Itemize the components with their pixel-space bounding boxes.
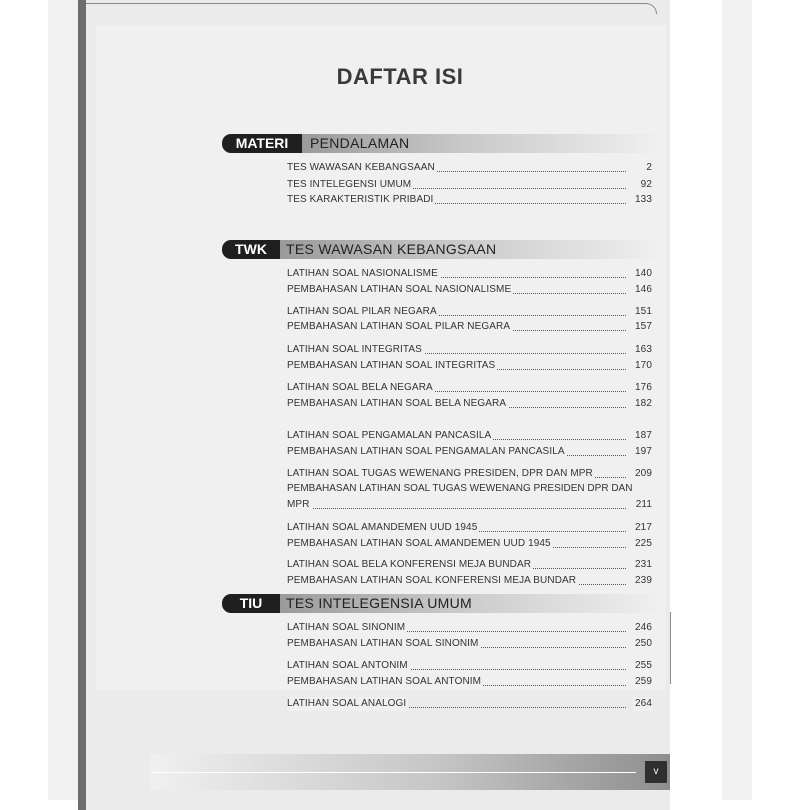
toc-entry-page: 2	[646, 162, 652, 173]
toc-entry-title: TES KARAKTERISTIK PRIBADI	[287, 194, 434, 205]
toc-entry[interactable]	[287, 193, 652, 207]
toc-entry-title: LATIHAN SOAL BELA NEGARA	[287, 382, 433, 393]
toc-entry[interactable]	[287, 283, 652, 297]
toc-entry-page: 146	[635, 284, 652, 295]
toc-entry[interactable]	[287, 697, 652, 711]
toc-entry[interactable]	[287, 537, 652, 551]
page-frame	[86, 3, 657, 14]
toc-entry-title: LATIHAN SOAL PILAR NEGARA	[287, 306, 437, 317]
toc-entry-page: 264	[635, 698, 652, 709]
toc-entry[interactable]	[287, 659, 652, 673]
page-content-area	[96, 25, 666, 690]
toc-entry-page: 239	[635, 575, 652, 586]
toc-entry-title: PEMBAHASAN LATIHAN SOAL INTEGRITAS	[287, 360, 496, 371]
toc-entry-title: MPR	[287, 499, 310, 510]
toc-entry-page: 176	[635, 382, 652, 393]
page-edge-line	[670, 612, 671, 684]
toc-entry[interactable]	[287, 574, 652, 588]
section-tag-twk: TWK	[222, 240, 280, 259]
toc-entry-page: 225	[635, 538, 652, 549]
toc-entry[interactable]	[287, 467, 652, 481]
section-tag-tiu: TIU	[222, 594, 280, 613]
section-header-twk	[222, 240, 662, 259]
toc-entry-page: 231	[635, 559, 652, 570]
toc-entry-page: 140	[635, 268, 652, 279]
toc-entry-page: 163	[635, 344, 652, 355]
toc-entry[interactable]	[287, 359, 652, 373]
page-title: DAFTAR ISI	[336, 64, 464, 89]
toc-entry-title: LATIHAN SOAL ANALOGI	[287, 698, 407, 709]
toc-entry-title: LATIHAN SOAL ANTONIM	[287, 660, 408, 671]
section-label-materi: PENDALAMAN	[310, 135, 410, 151]
toc-entry[interactable]	[287, 675, 652, 689]
toc-entry[interactable]	[287, 397, 652, 411]
toc-entry[interactable]	[287, 429, 652, 443]
page-spine-bar	[78, 0, 86, 810]
toc-entry[interactable]	[287, 178, 652, 192]
toc-entry-page: 246	[635, 622, 652, 633]
toc-entry[interactable]	[287, 558, 652, 572]
toc-entry-title: PEMBAHASAN LATIHAN SOAL KONFERENSI MEJA BUNDAR	[287, 575, 577, 586]
section-header-tiu	[222, 594, 662, 613]
toc-entry-page: 217	[635, 522, 652, 533]
toc-entry-page: 157	[635, 321, 652, 332]
toc-entry[interactable]	[287, 161, 652, 175]
footer-page-number: v	[645, 761, 667, 783]
toc-entry[interactable]	[287, 267, 652, 281]
toc-entry-title: PEMBAHASAN LATIHAN SOAL PENGAMALAN PANCASILA	[287, 446, 565, 457]
section-header-materi	[222, 134, 662, 153]
toc-entry-page: 182	[635, 398, 652, 409]
toc-entry-title: LATIHAN SOAL INTEGRITAS	[287, 344, 422, 355]
toc-entry-page: 259	[635, 676, 652, 687]
background-left-margin	[48, 0, 78, 800]
toc-entry-title: TES WAWASAN KEBANGSAAN	[287, 162, 435, 173]
toc-entry-title: PEMBAHASAN LATIHAN SOAL NASIONALISME	[287, 284, 512, 295]
toc-entry[interactable]	[287, 305, 652, 319]
toc-entry-title: LATIHAN SOAL TUGAS WEWENANG PRESIDEN, DPR DAN MPR	[287, 468, 593, 479]
toc-entry-page: 92	[640, 179, 652, 190]
toc-entry-title-line1: PEMBAHASAN LATIHAN SOAL TUGAS WEWENANG PRESIDEN DPR DAN	[287, 483, 633, 494]
section-tag-materi: MATERI	[222, 134, 302, 153]
toc-entry-page: 133	[635, 194, 652, 205]
toc-entry[interactable]	[287, 521, 652, 535]
toc-entry-title: LATIHAN SOAL SINONIM	[287, 622, 406, 633]
toc-entry-title: LATIHAN SOAL PENGAMALAN PANCASILA	[287, 430, 492, 441]
toc-entry[interactable]	[287, 637, 652, 651]
toc-entry-title: PEMBAHASAN LATIHAN SOAL AMANDEMEN UUD 1945	[287, 538, 551, 549]
toc-entry-page: 151	[635, 306, 652, 317]
toc-entry-title: TES INTELEGENSI UMUM	[287, 179, 412, 190]
toc-entry[interactable]	[287, 621, 652, 635]
toc-entry-title: PEMBAHASAN LATIHAN SOAL PILAR NEGARA	[287, 321, 511, 332]
toc-entry-page: 255	[635, 660, 652, 671]
toc-entry-page: 170	[635, 360, 652, 371]
toc-entry-title: LATIHAN SOAL NASIONALISME	[287, 268, 438, 279]
footer-rule	[152, 772, 636, 773]
section-label-twk: TES WAWASAN KEBANGSAAN	[286, 241, 497, 257]
toc-entry-page: 211	[635, 499, 652, 510]
toc-entry-page: 197	[635, 446, 652, 457]
leader-dots	[287, 508, 626, 509]
toc-entry-title: LATIHAN SOAL AMANDEMEN UUD 1945	[287, 522, 478, 533]
toc-entry[interactable]	[287, 320, 652, 334]
toc-entry[interactable]	[287, 381, 652, 395]
section-label-tiu: TES INTELEGENSIA UMUM	[286, 595, 472, 611]
toc-entry[interactable]	[287, 445, 652, 459]
toc-entry-title: PEMBAHASAN LATIHAN SOAL BELA NEGARA	[287, 398, 507, 409]
toc-entry-page: 209	[635, 468, 652, 479]
toc-entry-title: PEMBAHASAN LATIHAN SOAL ANTONIM	[287, 676, 482, 687]
toc-entry-page: 187	[635, 430, 652, 441]
toc-entry-title: LATIHAN SOAL BELA KONFERENSI MEJA BUNDAR	[287, 559, 532, 570]
toc-entry-page: 250	[635, 638, 652, 649]
toc-entry-title: PEMBAHASAN LATIHAN SOAL SINONIM	[287, 638, 479, 649]
toc-entry[interactable]	[287, 343, 652, 357]
toc-entry[interactable]	[287, 498, 652, 512]
background-right-margin	[722, 0, 752, 800]
